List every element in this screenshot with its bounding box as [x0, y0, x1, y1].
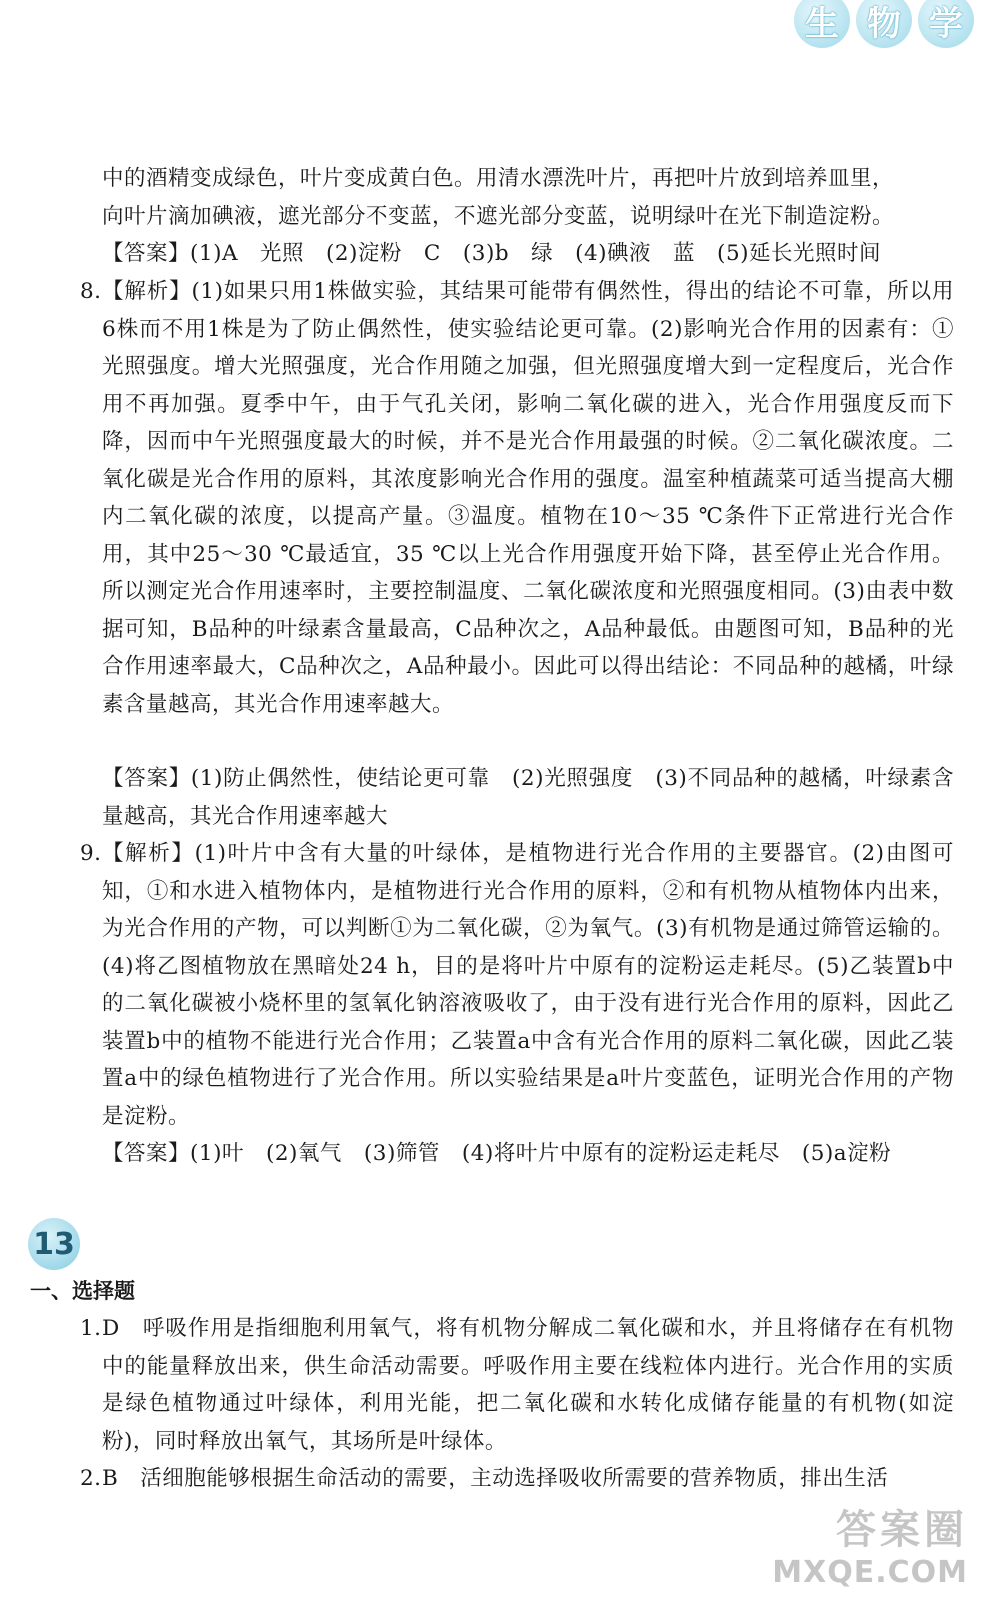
q8-answer-text: 【答案】(1)防止偶然性，使结论更可靠 (2)光照强度 (3)不同品种的越橘，叶绿素含量越高，其光合作用速率越大 — [102, 766, 954, 829]
s2-number: 2. — [80, 1466, 102, 1491]
s1-block — [80, 1310, 954, 1460]
q8-answer — [80, 760, 954, 835]
s1-number: 1. — [80, 1316, 102, 1341]
q9-answer — [80, 1135, 954, 1173]
q7-line-1: 中的酒精变成绿色，叶片变成黄白色。用清水漂洗叶片，再把叶片放到培养皿里， — [102, 166, 895, 191]
q7-continuation — [102, 160, 954, 235]
section-number-badge: 13 — [28, 1218, 80, 1270]
q9-block — [80, 835, 954, 1135]
s2-text: B 活细胞能够根据生命活动的需要，主动选择吸收所需要的营养物质，排出生活 — [102, 1466, 889, 1491]
subject-header — [794, 0, 974, 48]
subject-char-3: 学 — [918, 0, 974, 48]
q7-answer — [80, 235, 954, 273]
s1-text: D 呼吸作用是指细胞利用氧气，将有机物分解成二氧化碳和水，并且将储存在有机物中的能量释放出来，供生命活动需要。呼吸作用主要在线粒体内进行。光合作用的实质是绿色植物通过叶绿体，利用光能，把二氧化碳和水转化成储存能量的有机物(如淀粉)，同时释放出氧气，其场所是叶绿体。 — [102, 1316, 954, 1454]
q9-analysis: 【解析】(1)叶片中含有大量的叶绿体，是植物进行光合作用的主要器官。(2)由图可知，①和水进入植物体内，是植物进行光合作用的原料，②和有机物从植物体内出来，为光合作用的产物，可以判断①为二氧化碳，②为氧气。(3)有机物是通过筛管运输的。(4)将乙图植物放在黑暗处24 h，目的是将叶片中原有的淀粉运走耗尽。(5)乙装置b中的二氧化碳被小烧杯里的氢氧化钠溶液吸收了，由于没有进行光合作用的原料，因此乙装置b中的植物不能进行光合作用；乙装置a中含有光合作用的原料二氧化碳，因此乙装置a中的绿色植物进行了光合作用。所以实验结果是a叶片变蓝色，证明光合作用的产物是淀粉。 — [102, 841, 954, 1129]
q9-number: 9. — [80, 841, 102, 866]
q8-block — [80, 273, 954, 723]
section-heading: 一、选择题 — [30, 1279, 135, 1303]
q8-number: 8. — [80, 279, 102, 304]
q8-analysis: 【解析】(1)如果只用1株做实验，其结果可能带有偶然性，得出的结论不可靠，所以用6株而不用1株是为了防止偶然性，使实验结论更可靠。(2)影响光合作用的因素有：①光照强度。增大光照强度，光合作用随之加强，但光照强度增大到一定程度后，光合作用不再加强。夏季中午，由于气孔关闭，影响二氧化碳的进入，光合作用强度反而下降，因而中午光照强度最大的时候，并不是光合作用最强的时候。②二氧化碳浓度。二氧化碳是光合作用的原料，其浓度影响光合作用的强度。温室种植蔬菜可适当提高大棚内二氧化碳的浓度，以提高产量。③温度。植物在10～35 ℃条件下正常进行光合作用，其中25～30 ℃最适宜，35 ℃以上光合作用强度开始下降，甚至停止光合作用。所以测定光合作用速率时，主要控制温度、二氧化碳浓度和光照强度相同。(3)由表中数据可知，B品种的叶绿素含量最高，C品种次之，A品种最低。由题图可知，B品种的光合作用速率最大，C品种次之，A品种最小。因此可以得出结论：不同品种的越橘，叶绿素含量越高，其光合作用速率越大。 — [102, 279, 954, 717]
watermark-line-1: 答案圈 — [836, 1507, 968, 1553]
watermark-line-2: MXQE.COM — [772, 1555, 968, 1590]
q7-line-2: 向叶片滴加碘液，遮光部分不变蓝，不遮光部分变蓝，说明绿叶在光下制造淀粉。 — [102, 203, 895, 229]
subject-char-2: 物 — [856, 0, 912, 48]
s2-block — [80, 1460, 954, 1498]
q7-answer-text: 【答案】(1)A 光照 (2)淀粉 C (3)b 绿 (4)碘液 蓝 (5)延长光照时间 — [102, 241, 882, 266]
site-watermark — [772, 1498, 968, 1590]
q9-answer-text: 【答案】(1)叶 (2)氧气 (3)筛管 (4)将叶片中原有的淀粉运走耗尽 (5)a淀粉 — [102, 1141, 892, 1166]
subject-char-1: 生 — [794, 0, 850, 48]
